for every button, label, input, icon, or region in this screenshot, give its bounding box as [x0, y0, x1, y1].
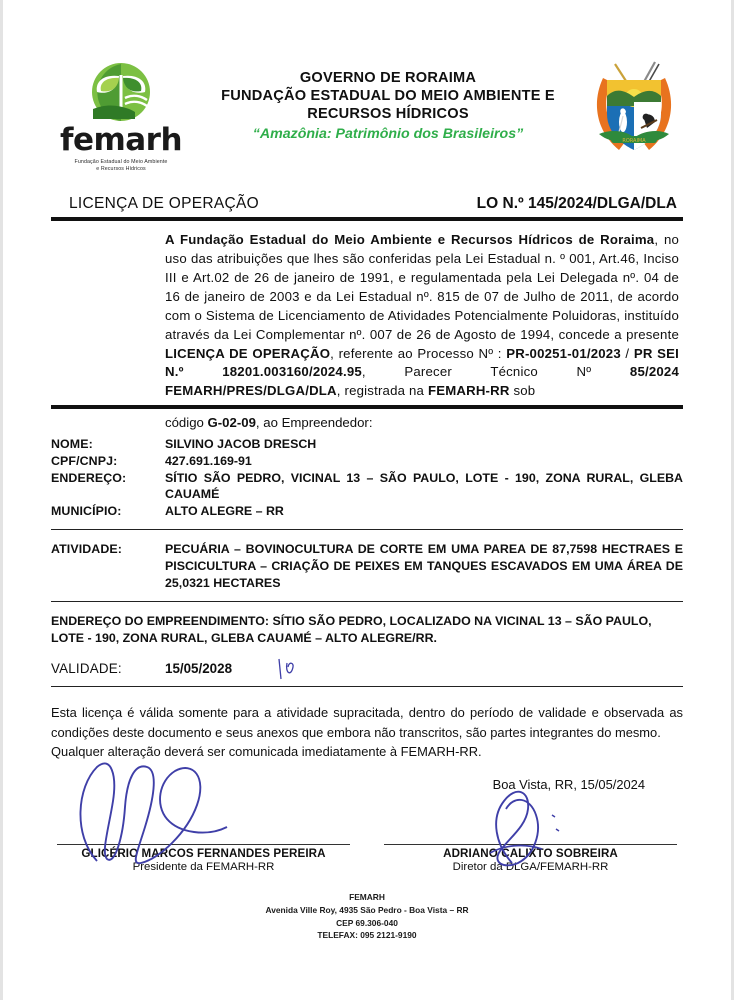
- intro-text-6: sob: [509, 383, 536, 399]
- field-value-nome: SILVINO JACOB DRESCH: [165, 437, 317, 452]
- intro-text-1: , no uso das atribuições que lhes são conferidas pela Lei Estadual n. º 001, Art.46, Inciso III e Art.02 de 26 de janeiro de 1991, e regulamentada pela Lei Delegada nº. 04 de 16 de janeiro de 2003 e da Lei Estadual nº. 815 de 07 de Julho de 2011, de acordo com o Sistema de Licenciamento de Atividades Potencialmente Poluidoras, instituído através da Lei Complementar nº. 007 de 26 de Agosto de 1994, concede a presente: [165, 232, 680, 342]
- signature-block-director: [378, 844, 683, 873]
- field-row-municipio: [51, 503, 683, 520]
- document-sheet: [3, 0, 731, 942]
- document-header: [51, 58, 683, 173]
- intro-paragraph: [51, 231, 683, 401]
- validade-divider: [51, 686, 683, 687]
- field-row-endereco: [51, 470, 683, 503]
- entrepreneur-divider: [51, 529, 683, 530]
- logo-subtitle-line-1: Fundação Estadual do Meio Ambiente: [74, 159, 168, 165]
- city-date: Boa Vista, RR, 15/05/2024: [492, 777, 645, 793]
- signature-line-director: [384, 844, 677, 845]
- svg-text:RORAIMA: RORAIMA: [622, 138, 646, 144]
- closing-block: [51, 703, 683, 761]
- intro-text-5: , registrada na: [336, 383, 428, 399]
- intro-license-label: LICENÇA DE OPERAÇÃO: [165, 345, 331, 361]
- codigo-line: [51, 415, 683, 430]
- enterprise-address: ENDEREÇO DO EMPREENDIMENTO: SÍTIO SÃO PEDRO, LOCALIZADO NA VICINAL 13 – SÃO PAULO, LOTE - 190, ZONA RURAL, GLEBA CAUAMÉ – ALTO ALEGRE/RR.: [51, 614, 652, 646]
- intro-process-number: PR-00251-01/2023: [506, 345, 621, 361]
- codigo-prefix: código: [165, 415, 208, 431]
- footer-address: Avenida Ville Roy, 4935 São Pedro - Boa Vista – RR: [265, 905, 469, 916]
- field-row-cpf-cnpj: [51, 453, 683, 470]
- license-title: LICENÇA DE OPERAÇÃO: [69, 195, 260, 213]
- signature-line-president: [57, 844, 350, 845]
- codigo-value: G-02-09: [207, 415, 256, 431]
- activity-divider: [51, 601, 683, 602]
- closing-note: Qualquer alteração deverá ser comunicada imediatamente à FEMARH-RR.: [51, 744, 482, 760]
- field-value-municipio: ALTO ALEGRE – RR: [165, 504, 284, 519]
- signature-name-director: ADRIANO CALIXTO SOBREIRA: [443, 847, 618, 861]
- roraima-coat-of-arms-icon: [585, 58, 683, 158]
- footer-telefax: TELEFAX: 095 2121-9190: [317, 930, 417, 941]
- field-label-municipio: MUNICÍPIO:: [51, 504, 122, 519]
- document-footer: [51, 891, 683, 941]
- intro-parecer-number: 85/2024 FEMARH/PRES/DLGA/DLA: [165, 364, 679, 399]
- femarh-logo-subtitle: [51, 159, 191, 173]
- title-line-1: GOVERNO DE RORAIMA: [299, 70, 477, 86]
- field-value-endereco: SÍTIO SÃO PEDRO, VICINAL 13 – SÃO PAULO, LOTE - 190, ZONA RURAL, GLEBA CAUAMÉ: [165, 470, 683, 502]
- intro-text-4: , Parecer Técnico Nº: [361, 364, 630, 380]
- title-divider: [51, 217, 683, 221]
- license-title-row: [51, 195, 683, 213]
- validade-value: 15/05/2028: [165, 661, 233, 677]
- field-label-endereco: ENDEREÇO:: [51, 470, 127, 485]
- field-label-nome: NOME:: [51, 437, 93, 452]
- field-label-cpf-cnpj: CPF/CNPJ:: [51, 453, 118, 468]
- license-number: LO N.º 145/2024/DLGA/DLA: [476, 195, 677, 213]
- state-slogan: “Amazônia: Patrimônio dos Brasileiros”: [252, 126, 524, 143]
- title-line-2: FUNDAÇÃO ESTADUAL DO MEIO AMBIENTE E: [221, 87, 555, 104]
- closing-paragraph: Esta licença é válida somente para a atividade supracitada, dentro do período de validade e observada as condições deste documento e seus anexos que embora não transcritos, são partes integrantes do mesmo.: [51, 705, 683, 740]
- femarh-wordmark: femarh: [59, 122, 183, 158]
- field-label-atividade: ATIVIDADE:: [51, 541, 122, 556]
- femarh-logo: [51, 58, 191, 173]
- signature-role-director: Diretor da DLGA/FEMARH-RR: [452, 861, 609, 874]
- footer-org: FEMARH: [349, 892, 385, 903]
- field-value-cpf-cnpj: 427.691.169-91: [165, 453, 252, 468]
- intro-text-2: , referente ao Processo Nº :: [330, 345, 507, 361]
- entrepreneur-fields: [51, 436, 683, 520]
- validade-row: [51, 661, 683, 676]
- validade-initial-mark: [275, 655, 301, 683]
- footer-cep: CEP 69.306-040: [336, 917, 398, 928]
- intro-femarh-label: FEMARH-RR: [427, 383, 510, 399]
- activity-block: [51, 541, 683, 592]
- signature-area: [51, 844, 683, 873]
- field-value-atividade: PECUÁRIA – BOVINOCULTURA DE CORTE EM UMA PAREA DE 87,7598 HECTRAES E PISCICULTURA – CRIAÇÃO DE PEIXES EM TANQUES ESCAVADOS EM UMA ÁREA DE 25,0321 HECTARES: [165, 541, 683, 591]
- header-title-block: [197, 58, 579, 142]
- intro-divider: [51, 405, 683, 409]
- intro-org-name: A Fundação Estadual do Meio Ambiente e Recursos Hídricos de Roraima: [165, 232, 655, 248]
- validade-label: VALIDADE:: [51, 661, 122, 677]
- codigo-suffix: , ao Empreendedor:: [255, 415, 373, 431]
- title-line-3: RECURSOS HÍDRICOS: [307, 105, 469, 122]
- intro-text-3: /: [620, 345, 634, 361]
- signature-block-president: [51, 844, 356, 873]
- signature-name-president: GLICÉRIO MARCOS FERNANDES PEREIRA: [81, 847, 326, 861]
- field-row-nome: [51, 436, 683, 453]
- signature-role-president: Presidente da FEMARH-RR: [132, 861, 275, 874]
- logo-subtitle-line-2: e Recursos Hídricos: [96, 166, 146, 173]
- field-row-atividade: [51, 541, 683, 592]
- government-title: [197, 70, 579, 123]
- intro-sei-number: PR SEI N.º 18201.003160/2024.95: [165, 345, 679, 380]
- femarh-leaf-icon: [85, 62, 157, 124]
